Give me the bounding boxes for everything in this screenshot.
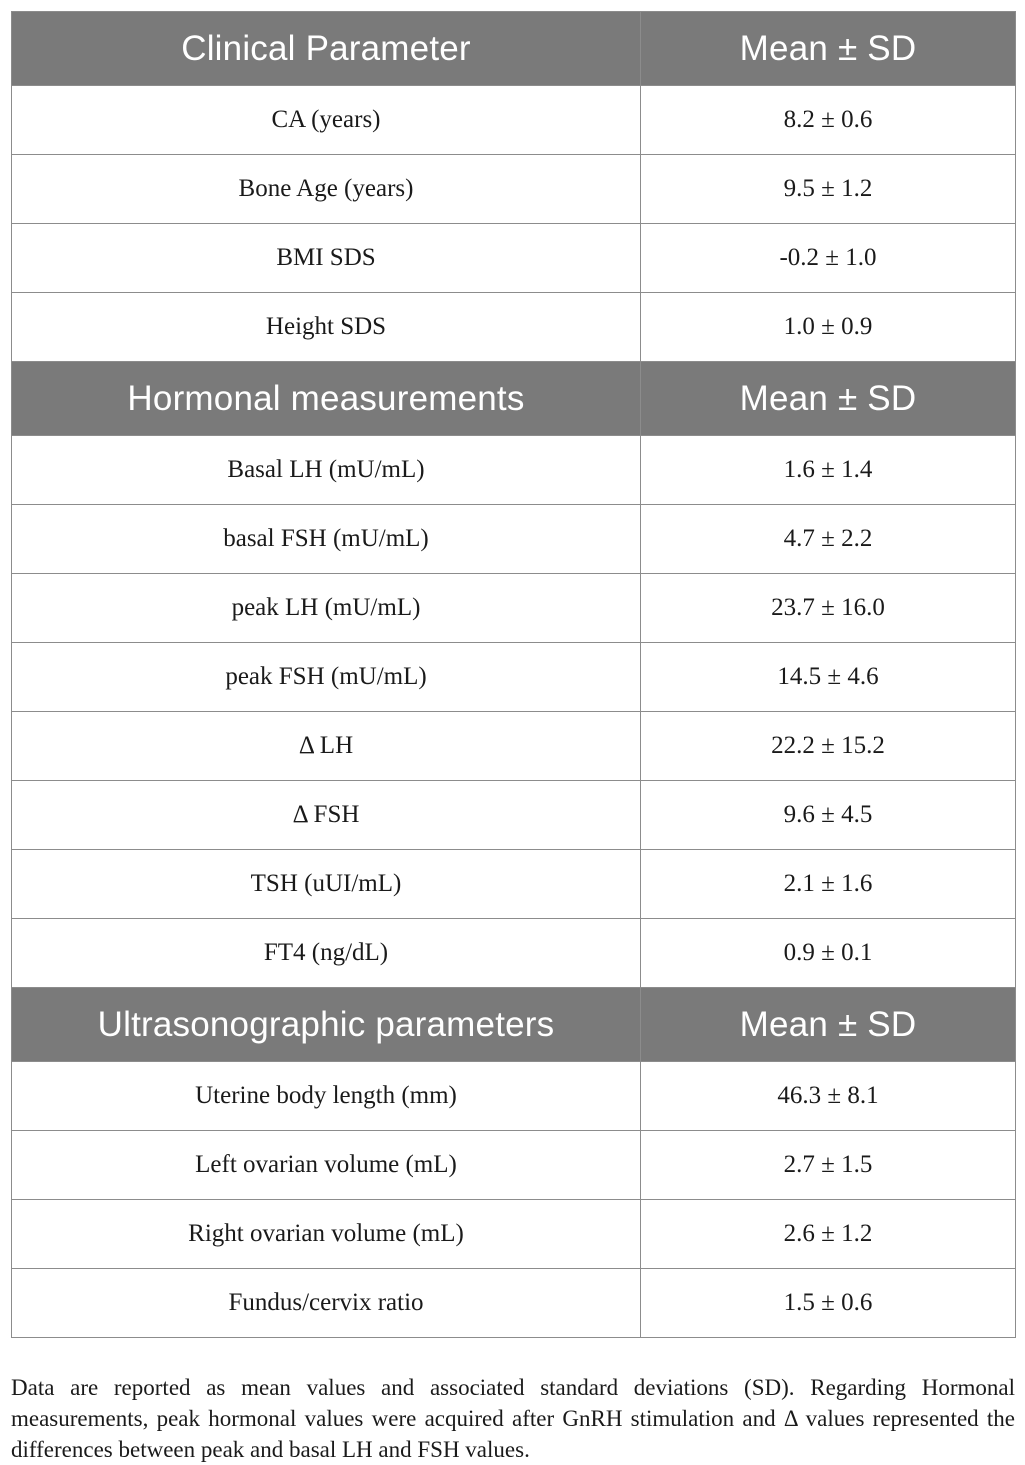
value-cell: 8.2 ± 0.6 [641, 86, 1016, 155]
value-cell: 1.0 ± 0.9 [641, 293, 1016, 362]
value-cell: 22.2 ± 15.2 [641, 712, 1016, 781]
value-cell: 23.7 ± 16.0 [641, 574, 1016, 643]
section-header-hormonal [12, 362, 1016, 436]
section-header-clinical [12, 12, 1016, 86]
table-row [12, 781, 1016, 850]
value-cell: 0.9 ± 0.1 [641, 919, 1016, 988]
parameter-cell: Δ LH [12, 712, 641, 781]
table-row [12, 155, 1016, 224]
parameter-cell: Height SDS [12, 293, 641, 362]
table-row [12, 1131, 1016, 1200]
clinical-data-table [11, 11, 1016, 1338]
data-table-container [11, 11, 1015, 1338]
table-row [12, 919, 1016, 988]
value-cell: 46.3 ± 8.1 [641, 1062, 1016, 1131]
table-row [12, 86, 1016, 155]
value-cell: 2.7 ± 1.5 [641, 1131, 1016, 1200]
parameter-cell: Basal LH (mU/mL) [12, 436, 641, 505]
table-row [12, 712, 1016, 781]
table-row [12, 293, 1016, 362]
parameter-cell: Bone Age (years) [12, 155, 641, 224]
header-value: Mean ± SD [641, 988, 1016, 1062]
table-row [12, 574, 1016, 643]
header-value: Mean ± SD [641, 362, 1016, 436]
value-cell: 9.5 ± 1.2 [641, 155, 1016, 224]
parameter-cell: Δ FSH [12, 781, 641, 850]
parameter-cell: Fundus/cervix ratio [12, 1269, 641, 1338]
table-row [12, 505, 1016, 574]
header-parameter: Ultrasonographic parameters [12, 988, 641, 1062]
header-parameter: Clinical Parameter [12, 12, 641, 86]
parameter-cell: BMI SDS [12, 224, 641, 293]
table-row [12, 1200, 1016, 1269]
parameter-cell: Right ovarian volume (mL) [12, 1200, 641, 1269]
parameter-cell: TSH (uUI/mL) [12, 850, 641, 919]
value-cell: 2.1 ± 1.6 [641, 850, 1016, 919]
value-cell: 9.6 ± 4.5 [641, 781, 1016, 850]
parameter-cell: peak LH (mU/mL) [12, 574, 641, 643]
value-cell: -0.2 ± 1.0 [641, 224, 1016, 293]
value-cell: 4.7 ± 2.2 [641, 505, 1016, 574]
section-header-ultrasonographic [12, 988, 1016, 1062]
parameter-cell: peak FSH (mU/mL) [12, 643, 641, 712]
value-cell: 1.5 ± 0.6 [641, 1269, 1016, 1338]
table-row [12, 436, 1016, 505]
table-row [12, 224, 1016, 293]
parameter-cell: Left ovarian volume (mL) [12, 1131, 641, 1200]
table-row [12, 1062, 1016, 1131]
table-row [12, 1269, 1016, 1338]
table-row [12, 643, 1016, 712]
parameter-cell: Uterine body length (mm) [12, 1062, 641, 1131]
value-cell: 14.5 ± 4.6 [641, 643, 1016, 712]
parameter-cell: FT4 (ng/dL) [12, 919, 641, 988]
header-value: Mean ± SD [641, 12, 1016, 86]
value-cell: 2.6 ± 1.2 [641, 1200, 1016, 1269]
header-parameter: Hormonal measurements [12, 362, 641, 436]
table-footnote: Data are reported as mean values and associated standard deviations (SD). Regarding Hormonal measurements, peak hormonal values were acquired after GnRH stimulation and Δ values represented the differences between peak and basal LH and FSH values. [11, 1375, 1015, 1462]
value-cell: 1.6 ± 1.4 [641, 436, 1016, 505]
table-row [12, 850, 1016, 919]
parameter-cell: CA (years) [12, 86, 641, 155]
parameter-cell: basal FSH (mU/mL) [12, 505, 641, 574]
